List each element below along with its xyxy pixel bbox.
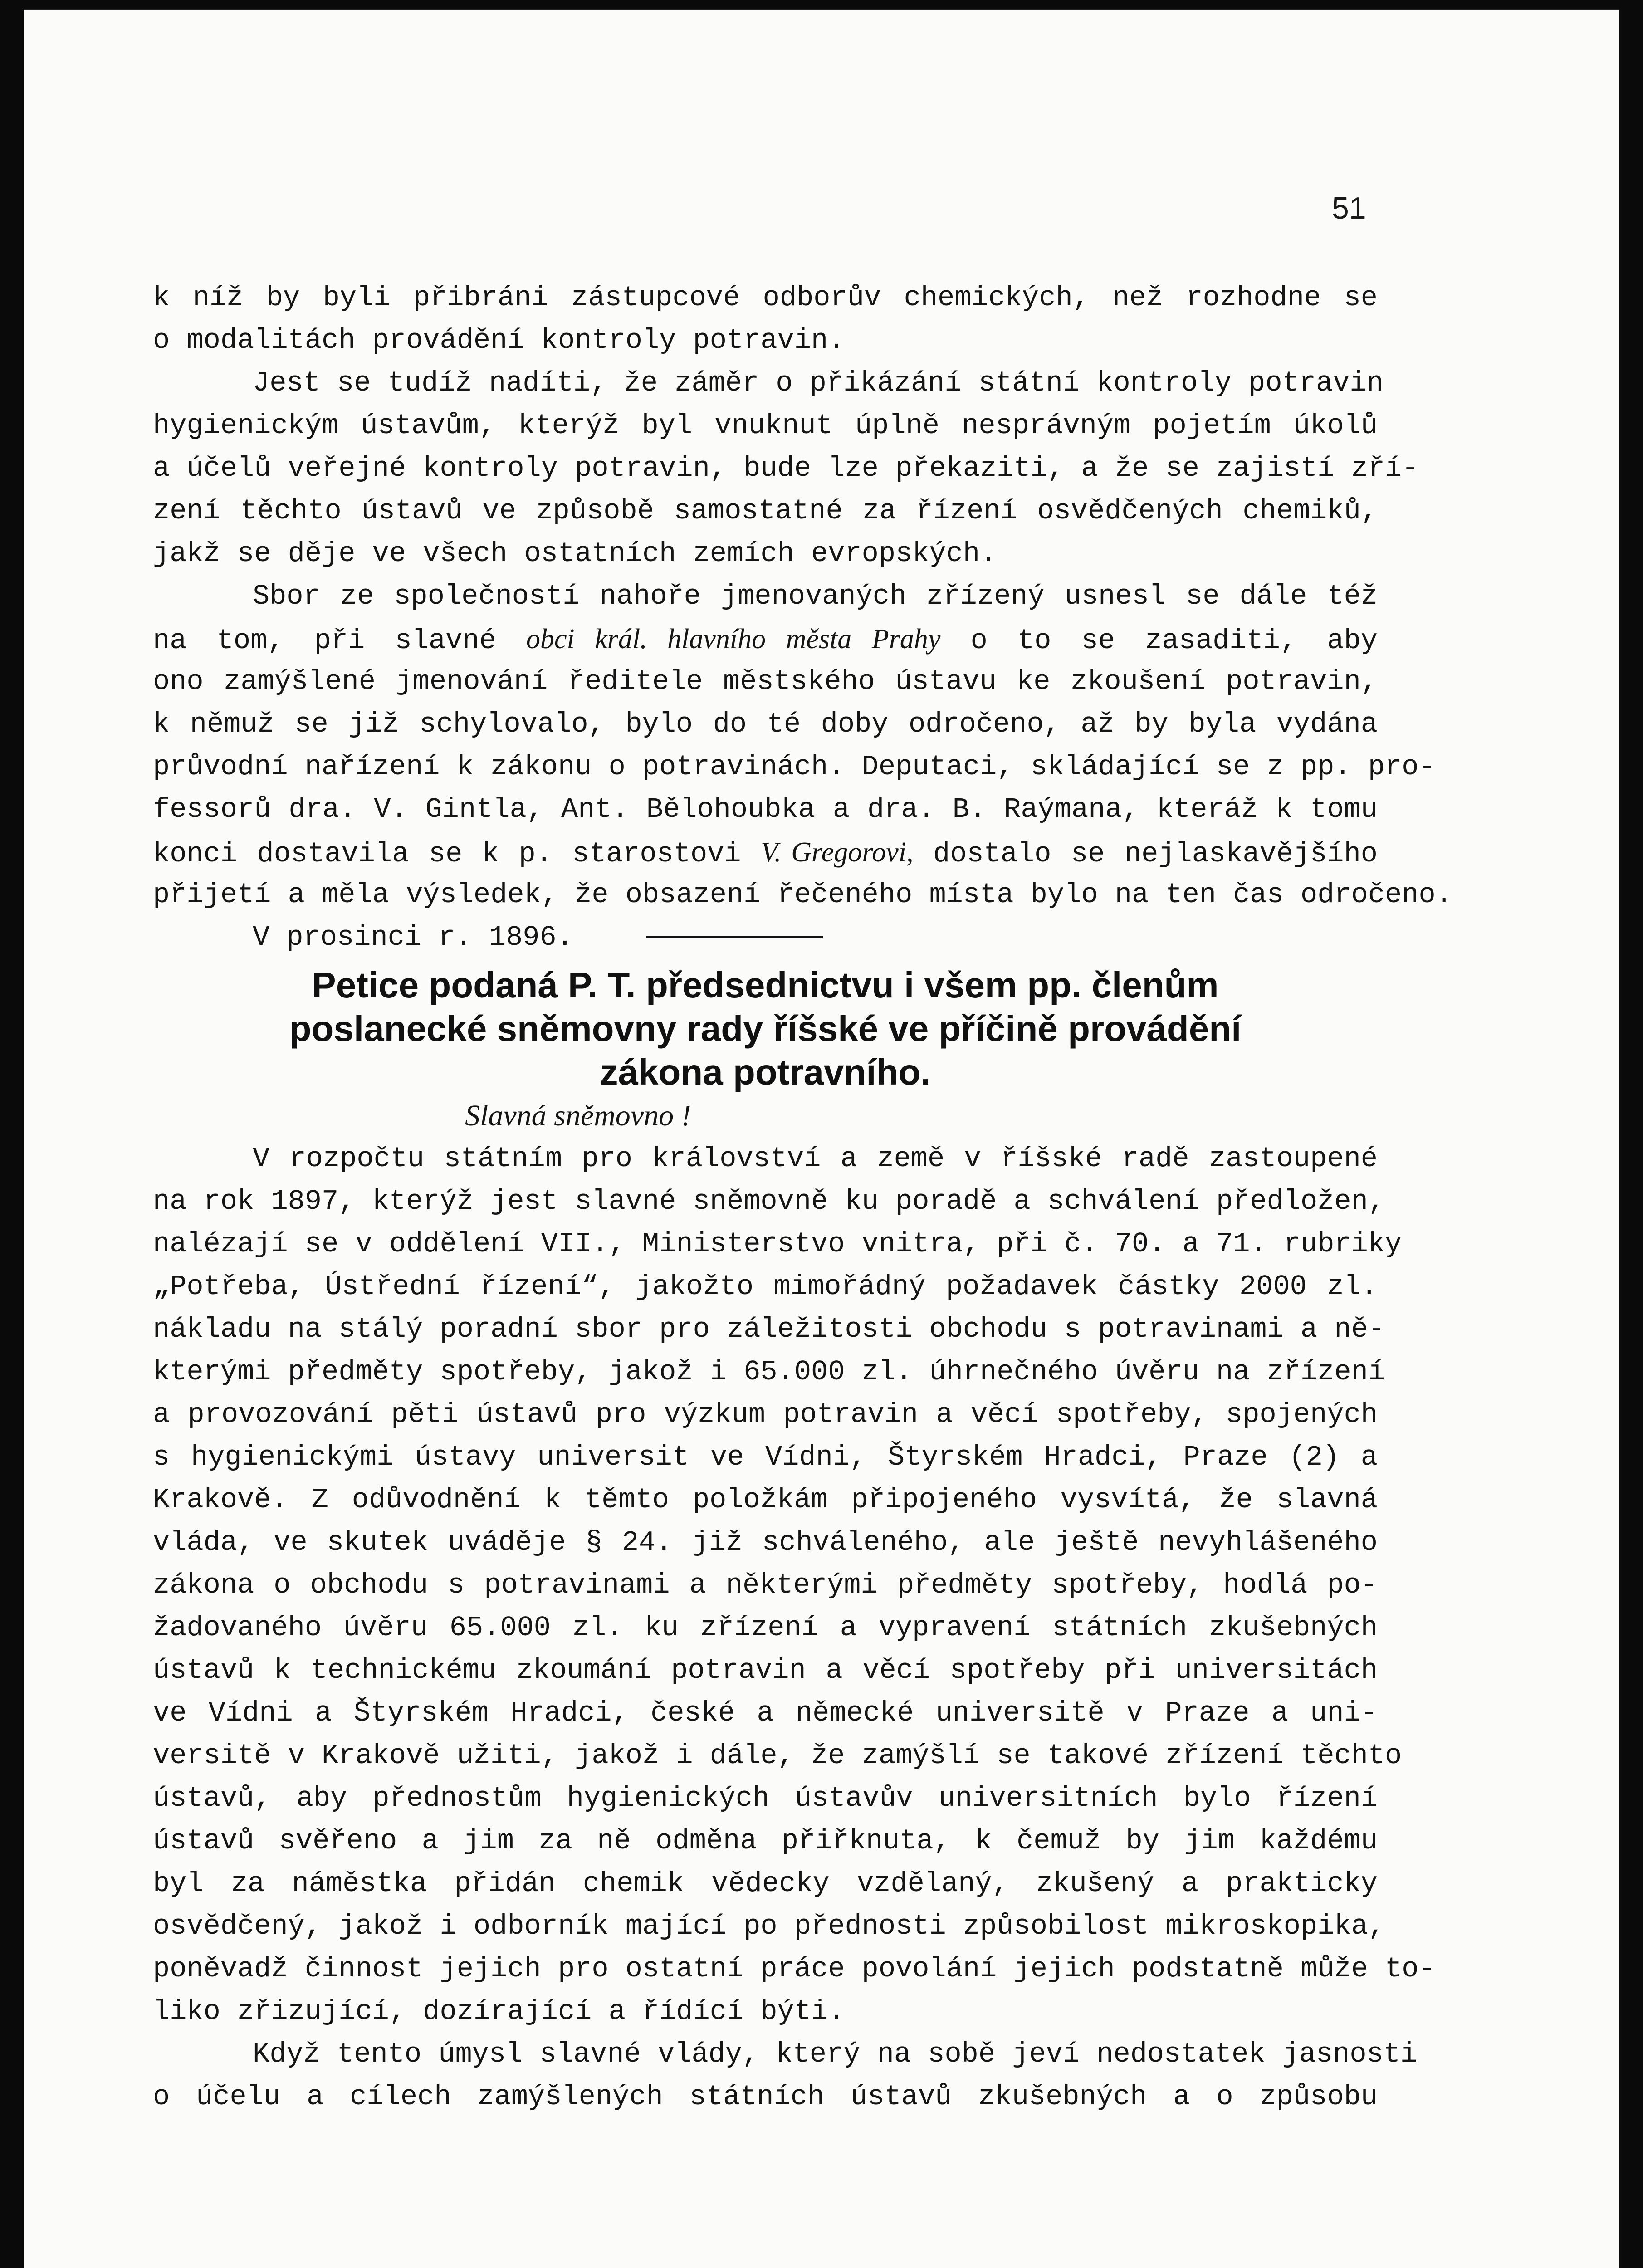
text-line: nákladu na stálý poradní sbor pro záležitosti obchodu s potravinami a ně-	[153, 1313, 1385, 1345]
text-line: liko zřizující, dozírající a řídící býti.	[153, 1995, 845, 2028]
text-line: hygienickým ústavům, kterýž byl vnuknut úplně nesprávným pojetím úkolů	[153, 410, 1378, 442]
text-line: „Potřeba, Ústřední řízení“, jakožto mimořádný požadavek částky 2000 zl.	[153, 1271, 1378, 1303]
text-line: konci dostavila se k p. starostovi V. Gregorovi, dostalo se nejlaskavějšího	[153, 837, 1378, 870]
text-line: poněvadž činnost jejich pro ostatní práce povolání jejich podstatně může to-	[153, 1953, 1436, 1985]
paragraph-block-1	[153, 277, 1419, 575]
text-line: Sbor ze společností nahoře jmenovaných zřízený usnesl se dále též	[253, 580, 1378, 612]
text-line: s hygienickými ústavy universit ve Vídni, Štyrském Hradci, Praze (2) a	[153, 1441, 1378, 1473]
text-line: o účelu a cílech zamýšlených státních ústavů zkušebných a o způsobu	[153, 2081, 1378, 2113]
text-line: Když tento úmysl slavné vlády, který na sobě jeví nedostatek jasnosti	[253, 2038, 1418, 2070]
page-body	[153, 277, 1452, 2118]
text-line: zákona o obchodu s potravinami a některými předměty spotřeby, hodlá po-	[153, 1569, 1378, 1601]
italic-city-name: obci král. hlavního města Prahy	[526, 624, 941, 655]
title-line: Petice podaná P. T. předsednictvu i všem pp. členům	[312, 965, 1219, 1005]
text-line: zení těchto ústavů ve způsobě samostatné za řízení osvědčených chemiků,	[153, 495, 1378, 527]
text-line: fessorů dra. V. Gintla, Ant. Bělohoubka a dra. B. Raýmana, kteráž k tomu	[153, 793, 1378, 826]
title-line: zákona potravního.	[600, 1052, 931, 1092]
text-line: na rok 1897, kterýž jest slavné sněmovně ku poradě a schválení předložen,	[153, 1185, 1385, 1217]
text-line: byl za náměstka přidán chemik vědecky vzdělaný, zkušený a prakticky	[153, 1867, 1378, 1900]
date-line: V prosinci r. 1896.	[153, 916, 1378, 959]
text-line: ústavů svěřeno a jim za ně odměna přiřknuta, k čemuž by jim každému	[153, 1825, 1378, 1857]
paragraph-block-3	[153, 1138, 1436, 2118]
book-page	[24, 9, 1619, 2268]
text-line: o modalitách provádění kontroly potravin.	[153, 324, 845, 357]
page-number: 51	[1332, 191, 1366, 225]
text-line: vláda, ve skutek uváděje § 24. již schváleného, ale ještě nevyhlášeného	[153, 1526, 1378, 1559]
text-line: k níž by byli přibráni zástupcové odborův chemických, než rozhodne se	[153, 282, 1378, 314]
text-line: Jest se tudíž nadíti, že záměr o přikázání státní kontroly potravin	[253, 367, 1384, 399]
text-line: ústavů, aby přednostům hygienických ústavův universitních bylo řízení	[153, 1782, 1378, 1814]
separator-rule	[646, 936, 823, 938]
title-line: poslanecké sněmovny rady říšské ve příčině provádění	[289, 1008, 1242, 1049]
text-line: osvědčený, jakož i odborník mající po přednosti způsobilost mikroskopika,	[153, 1910, 1385, 1942]
text-line: přijetí a měla výsledek, že obsazení řečeného místa bylo na ten čas odročeno.	[153, 879, 1452, 911]
text-line: k němuž se již schylovalo, bylo do té doby odročeno, až by byla vydána	[153, 708, 1378, 740]
salutation: Slavná sněmovno !	[465, 1099, 691, 1132]
text-line: průvodní nařízení k zákonu o potravinách. Deputaci, skládající se z pp. pro-	[153, 751, 1436, 783]
italic-mayor-name: V. Gregorovi,	[761, 837, 914, 868]
text-line: V rozpočtu státním pro království a země v říšské radě zastoupené	[253, 1143, 1378, 1175]
text-line: jakž se děje ve všech ostatních zemích evropských.	[153, 538, 997, 570]
text-line: na tom, při slavné obci král. hlavního města Prahy o to se zasaditi, aby	[153, 624, 1378, 657]
text-line: ve Vídni a Štyrském Hradci, české a německé universitě v Praze a uni-	[153, 1697, 1378, 1729]
text-line: kterými předměty spotřeby, jakož i 65.000 zl. úhrnečného úvěru na zřízení	[153, 1356, 1385, 1388]
text-line: Krakově. Z odůvodnění k těmto položkám připojeného vysvítá, že slavná	[153, 1484, 1378, 1516]
text-line: ústavů k technickému zkoumání potravin a věcí spotřeby při universitách	[153, 1654, 1378, 1686]
text-line: a provozování pěti ústavů pro výzkum potravin a věcí spotřeby, spojených	[153, 1398, 1378, 1431]
paragraph-block-2	[153, 575, 1452, 916]
text-line: a účelů veřejné kontroly potravin, bude lze překaziti, a že se zajistí zří-	[153, 452, 1419, 484]
petition-title	[153, 963, 1378, 1094]
text-line: žadovaného úvěru 65.000 zl. ku zřízení a vypravení státních zkušebných	[153, 1612, 1378, 1644]
text-line: ono zamýšlené jmenování ředitele městského ústavu ke zkoušení potravin,	[153, 665, 1378, 698]
text-line: versitě v Krakově užiti, jakož i dále, že zamýšlí se takové zřízení těchto	[153, 1740, 1402, 1772]
text-line: nalézají se v oddělení VII., Ministerstvo vnitra, při č. 70. a 71. rubriky	[153, 1228, 1402, 1260]
